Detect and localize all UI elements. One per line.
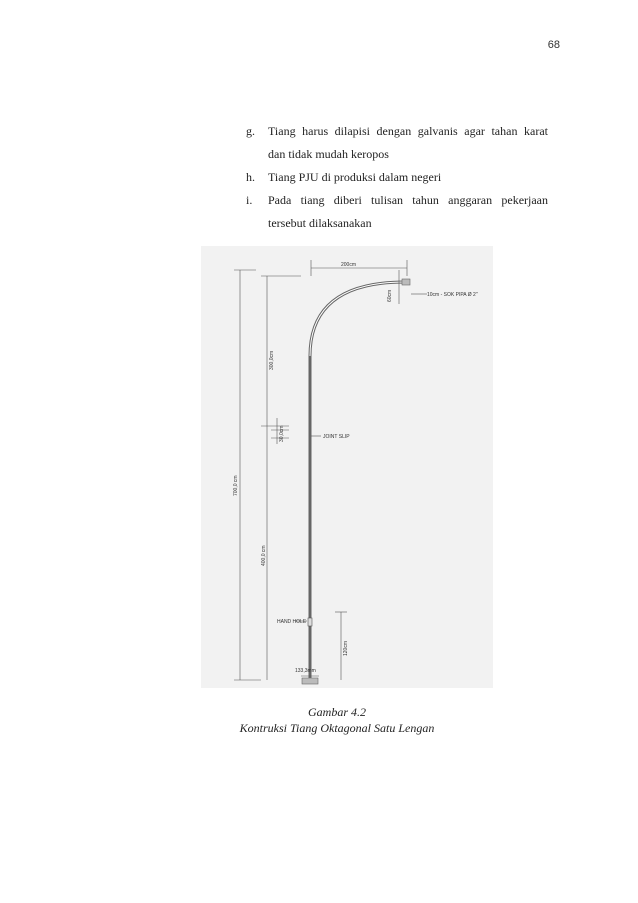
lower-height-label: 400,0 cm: [261, 545, 267, 566]
list-marker: h.: [246, 170, 255, 184]
pole-diagram-figure: [201, 246, 493, 688]
total-height-label: 700,0 cm: [233, 475, 239, 496]
list-item-text: Tiang harus dilapisi dengan galvanis agar tahan karat: [268, 124, 548, 138]
base-width-label: 133,3mm: [295, 668, 316, 674]
hand-hole-label: HAND HOLE: [277, 619, 307, 625]
socket-label: 10cm - SOK PIPA Ø 2": [427, 292, 478, 298]
list-item-text: dan tidak mudah keropos: [268, 147, 389, 161]
list-item: [246, 120, 548, 143]
upper-height-label: 300,0cm: [269, 350, 275, 370]
list-item-text: Pada tiang diberi tulisan tahun anggaran pekerjaan: [268, 193, 548, 207]
caption-number: Gambar 4.2: [307, 705, 366, 719]
joint-overlap-label: 30,0cm: [279, 425, 285, 442]
base-plate: [302, 678, 318, 684]
page-number: 68: [547, 39, 560, 51]
list-item: [246, 189, 548, 212]
arm-rise-label: 60cm: [387, 289, 393, 302]
pole-shaft: [310, 282, 405, 680]
requirements-list: [246, 120, 548, 235]
list-item-text: Tiang PJU di produksi dalam negeri: [268, 170, 442, 184]
list-item-text: tersebut dilaksanakan: [268, 216, 372, 230]
socket-shape: [402, 279, 410, 285]
list-marker: g.: [246, 124, 255, 138]
pole-diagram: [201, 246, 493, 688]
figure-caption: [222, 704, 452, 736]
base-height-label: 120cm: [343, 640, 349, 656]
joint-slip-label: JOINT SLIP: [323, 434, 350, 440]
list-item-continuation: [246, 143, 548, 166]
list-item: [246, 166, 548, 189]
list-marker: i.: [246, 193, 253, 207]
hand-hole-shape: [308, 618, 312, 626]
caption-title: Kontruksi Tiang Oktagonal Satu Lengan: [239, 721, 435, 735]
arm-length-label: 200cm: [341, 262, 357, 268]
list-item-continuation: [246, 212, 548, 235]
